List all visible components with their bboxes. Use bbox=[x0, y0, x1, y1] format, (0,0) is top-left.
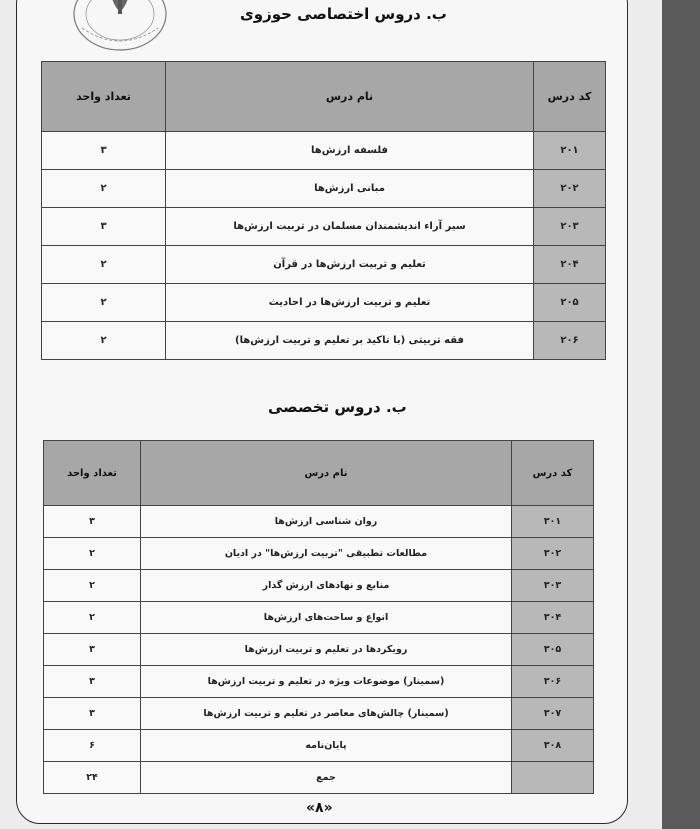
course-code: ۳۰۷ bbox=[512, 698, 594, 730]
page-number: «۸» bbox=[306, 800, 333, 816]
course-name: (سمینار) موضوعات ویژه در تعلیم و تربیت ارزش‌ها bbox=[141, 666, 512, 698]
table-row bbox=[44, 538, 594, 570]
section-specialized-title: ب. دروس تخصصی bbox=[268, 398, 407, 416]
course-units: ۳ bbox=[44, 506, 141, 538]
course-code: ۳۰۶ bbox=[512, 666, 594, 698]
course-units: ۳ bbox=[42, 132, 166, 170]
total-row bbox=[44, 762, 594, 794]
table-header-row bbox=[42, 62, 606, 132]
header-name: نام درس bbox=[166, 62, 534, 132]
course-units: ۲ bbox=[44, 538, 141, 570]
course-name: انواع و ساحت‌های ارزش‌ها bbox=[141, 602, 512, 634]
header-units: تعداد واحد bbox=[42, 62, 166, 132]
specialized-courses-table bbox=[43, 440, 594, 794]
course-name: تعلیم و تربیت ارزش‌ها در احادیث bbox=[166, 284, 534, 322]
table-row bbox=[44, 634, 594, 666]
course-code: ۲۰۴ bbox=[534, 246, 606, 284]
course-units: ۲ bbox=[44, 570, 141, 602]
course-code: ۲۰۵ bbox=[534, 284, 606, 322]
table-row bbox=[42, 284, 606, 322]
course-code: ۲۰۱ bbox=[534, 132, 606, 170]
table-row bbox=[44, 570, 594, 602]
table-row bbox=[44, 730, 594, 762]
course-code: ۳۰۲ bbox=[512, 538, 594, 570]
course-units: ۳ bbox=[44, 698, 141, 730]
header-name: نام درس bbox=[141, 441, 512, 506]
course-units: ۲ bbox=[44, 602, 141, 634]
course-name: سیر آراء اندیشمندان مسلمان در تربیت ارزش‌ها bbox=[166, 208, 534, 246]
course-name: روان شناسی ارزش‌ها bbox=[141, 506, 512, 538]
course-code: ۳۰۳ bbox=[512, 570, 594, 602]
course-code: ۲۰۳ bbox=[534, 208, 606, 246]
course-code: ۳۰۱ bbox=[512, 506, 594, 538]
course-units: ۳ bbox=[44, 634, 141, 666]
course-units: ۲ bbox=[42, 284, 166, 322]
course-code: ۳۰۸ bbox=[512, 730, 594, 762]
course-units: ۳ bbox=[44, 666, 141, 698]
course-name: تعلیم و تربیت ارزش‌ها در قرآن bbox=[166, 246, 534, 284]
table-row bbox=[42, 246, 606, 284]
table-row bbox=[42, 132, 606, 170]
table-row bbox=[44, 506, 594, 538]
table-row bbox=[42, 322, 606, 360]
table-row bbox=[42, 170, 606, 208]
header-units: تعداد واحد bbox=[44, 441, 141, 506]
total-code-cell bbox=[512, 762, 594, 794]
table-header-row bbox=[44, 441, 594, 506]
table-row bbox=[42, 208, 606, 246]
header-code: کد درس bbox=[512, 441, 594, 506]
table-row bbox=[44, 698, 594, 730]
table-row bbox=[44, 602, 594, 634]
course-units: ۳ bbox=[42, 208, 166, 246]
general-courses-table bbox=[41, 61, 606, 360]
header-code: کد درس bbox=[534, 62, 606, 132]
table-row bbox=[44, 666, 594, 698]
course-name: فقه تربیتی (با تاکید بر تعلیم و تربیت ارزش‌ها) bbox=[166, 322, 534, 360]
course-code: ۳۰۴ bbox=[512, 602, 594, 634]
course-code: ۳۰۵ bbox=[512, 634, 594, 666]
course-units: ۲ bbox=[42, 322, 166, 360]
total-label: جمع bbox=[141, 762, 512, 794]
course-name: مبانی ارزش‌ها bbox=[166, 170, 534, 208]
viewer-right-strip bbox=[662, 0, 700, 829]
course-units: ۲ bbox=[42, 170, 166, 208]
course-code: ۲۰۶ bbox=[534, 322, 606, 360]
section-general-title: ب. دروس اختصاصی حوزوی bbox=[240, 5, 447, 23]
course-name: مطالعات تطبیقی "تربیت ارزش‌ها" در ادیان bbox=[141, 538, 512, 570]
course-code: ۲۰۲ bbox=[534, 170, 606, 208]
course-units: ۲ bbox=[42, 246, 166, 284]
course-name: رویکردها در تعلیم و تربیت ارزش‌ها bbox=[141, 634, 512, 666]
course-name: منابع و نهادهای ارزش گذار bbox=[141, 570, 512, 602]
course-units: ۶ bbox=[44, 730, 141, 762]
course-name: فلسفه ارزش‌ها bbox=[166, 132, 534, 170]
council-seal-logo bbox=[68, 0, 172, 54]
course-name: پایان‌نامه bbox=[141, 730, 512, 762]
total-units: ۲۴ bbox=[44, 762, 141, 794]
course-name: (سمینار) چالش‌های معاصر در تعلیم و تربیت ارزش‌ها bbox=[141, 698, 512, 730]
